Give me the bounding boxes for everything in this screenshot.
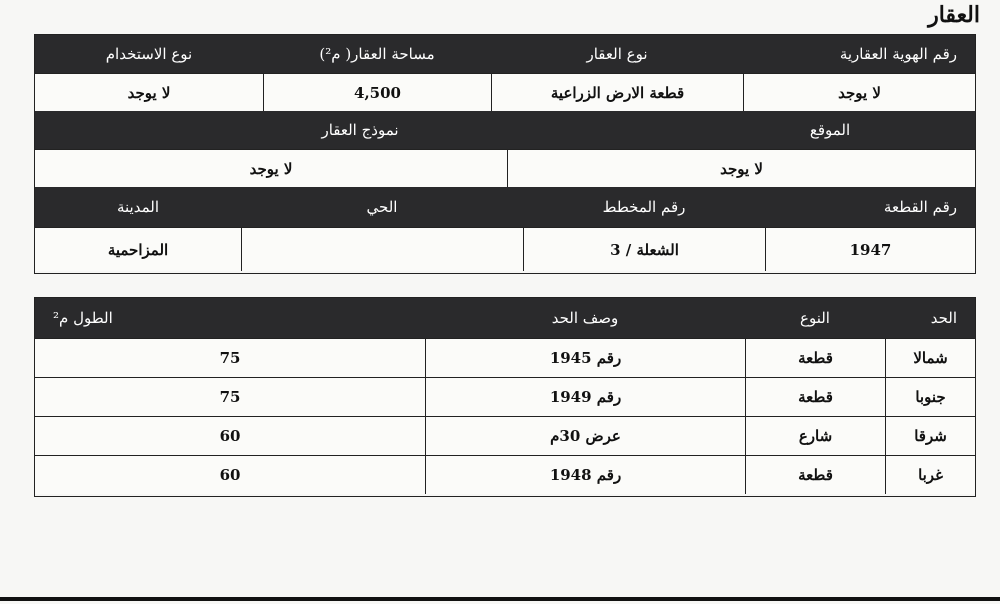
value-property-id: لا يوجد — [743, 74, 975, 111]
boundary-row — [35, 377, 975, 416]
header-district: الحي — [366, 198, 398, 216]
boundary-side: شرقا — [885, 417, 975, 455]
boundary-type: قطعة — [745, 378, 885, 416]
header-plot-number: رقم القطعة — [883, 198, 957, 216]
boundary-row — [35, 338, 975, 377]
boundary-description: رقم 1949 — [425, 378, 745, 416]
property-header-row-1 — [35, 35, 975, 73]
boundaries-table — [34, 297, 976, 497]
property-value-row-2 — [35, 149, 975, 187]
header-boundary-type: النوع — [800, 309, 830, 327]
header-boundary: الحد — [930, 309, 957, 327]
boundary-length: 75 — [219, 349, 241, 367]
header-property-area: مساحة العقار( م²) — [319, 45, 435, 63]
property-header-row-2 — [35, 111, 975, 149]
boundary-description: عرض 30م — [425, 417, 745, 455]
boundary-description: رقم 1945 — [425, 339, 745, 377]
value-district — [241, 228, 523, 271]
header-property-type: نوع العقار — [586, 45, 648, 63]
property-table — [34, 34, 976, 274]
value-location: لا يوجد — [507, 150, 975, 187]
boundary-description: رقم 1948 — [425, 456, 745, 494]
value-plot-number: 1947 — [765, 228, 975, 271]
value-city: المزاحمية — [107, 240, 169, 259]
boundary-length: 60 — [219, 466, 241, 484]
value-usage-type: لا يوجد — [127, 83, 171, 102]
boundary-type: قطعة — [745, 456, 885, 494]
boundary-length: 60 — [219, 427, 241, 445]
header-city: المدينة — [116, 198, 160, 216]
value-property-model: لا يوجد — [249, 159, 293, 178]
boundary-side: شمالا — [885, 339, 975, 377]
header-location: الموقع — [809, 121, 851, 139]
boundary-row — [35, 455, 975, 494]
header-property-model: نموذج العقار — [321, 121, 399, 139]
boundaries-header-row — [35, 298, 975, 338]
boundary-side: غربا — [885, 456, 975, 494]
boundary-type: قطعة — [745, 339, 885, 377]
boundary-side: جنوبا — [885, 378, 975, 416]
header-usage-type: نوع الاستخدام — [105, 45, 193, 63]
boundary-type: شارع — [745, 417, 885, 455]
value-plan-number: الشعلة / 3 — [523, 228, 765, 271]
value-property-area: 4,500 — [263, 74, 491, 111]
page-title: العقار — [928, 2, 980, 28]
boundary-length: 75 — [219, 388, 241, 406]
header-boundary-length: الطول م² — [53, 309, 113, 327]
header-boundary-description: وصف الحد — [551, 309, 619, 327]
property-value-row-1 — [35, 73, 975, 111]
header-plan-number: رقم المخطط — [602, 198, 686, 216]
header-property-id: رقم الهوية العقارية — [839, 45, 957, 63]
bottom-rule — [0, 597, 1000, 601]
property-header-row-3 — [35, 187, 975, 227]
value-property-type: قطعة الارض الزراعية — [491, 74, 743, 111]
boundary-row — [35, 416, 975, 455]
property-value-row-3 — [35, 227, 975, 271]
